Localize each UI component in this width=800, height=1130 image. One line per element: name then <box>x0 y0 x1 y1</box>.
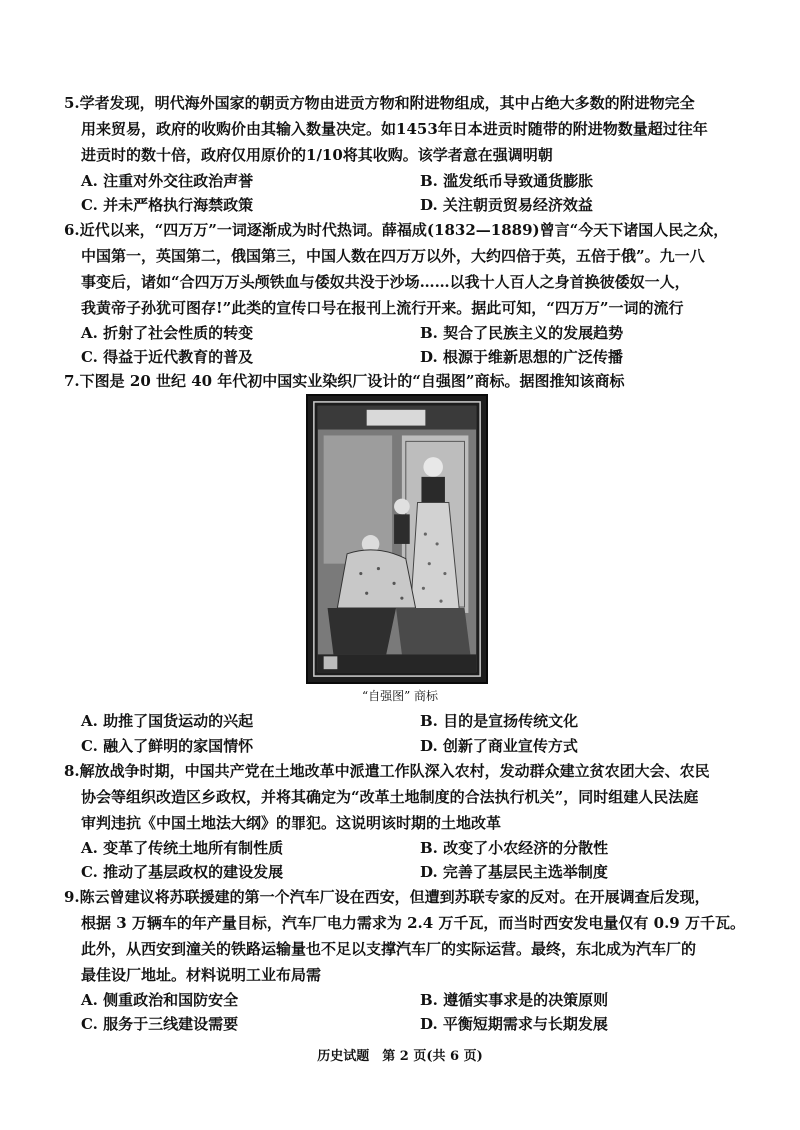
q9-option-d[interactable]: D. 平衡短期需求与长期发展 <box>420 1015 608 1033</box>
q5-stem-line-2: 用来贸易，政府的收购价由其输入数量决定。如1453年日本进贡时随带的附进物数量超过往年 <box>81 120 708 138</box>
q9-stem-line-3: 此外，从西安到潼关的铁路运输量也不足以支撑汽车厂的实际运营。最终，东北成为汽车厂的 <box>81 940 697 958</box>
q5-stem-line-1: 5.学者发现，明代海外国家的朝贡方物由进贡方物和附进物组成，其中占绝大多数的附进物完全 <box>64 94 695 112</box>
page-footer: 历史试题 第 2 页(共 6 页) <box>317 1049 483 1064</box>
q8-option-d[interactable]: D. 完善了基层民主选举制度 <box>420 863 608 881</box>
q6-stem-line-4: 我黄帝子孙犹可图存!”此类的宣传口号在报刊上流行开来。据此可知，“四万万”一词的流行 <box>81 299 684 317</box>
q5-option-b[interactable]: B. 滥发纸币导致通货膨胀 <box>420 172 594 190</box>
q9-option-a[interactable]: A. 侧重政治和国防安全 <box>81 991 239 1009</box>
q6-stem-line-1: 6.近代以来，“四万万”一词逐渐成为时代热词。薛福成(1832—1889)曾言“今天下诸国人民之众， <box>64 221 729 239</box>
q9-option-c[interactable]: C. 服务于三线建设需要 <box>81 1015 239 1033</box>
figure-caption: “自强图” 商标 <box>361 689 439 703</box>
q6-stem-line-2: 中国第一，英国第二，俄国第三，中国人数在四万万以外，大约四倍于英，五倍于俄”。九一八 <box>81 247 705 265</box>
q8-stem-line-2: 协会等组织改造区乡政权，并将其确定为“改革土地制度的合法执行机关”，同时组建人民法庭 <box>81 788 699 806</box>
q6-option-a[interactable]: A. 折射了社会性质的转变 <box>81 324 254 342</box>
trademark-illustration <box>308 396 486 682</box>
q6-option-b[interactable]: B. 契合了民族主义的发展趋势 <box>420 324 624 342</box>
q5-stem-line-3: 进贡时的数十倍，政府仅用原价的1/10将其收购。该学者意在强调明朝 <box>81 146 553 164</box>
trademark-image <box>306 394 488 684</box>
q7-option-b[interactable]: B. 目的是宣扬传统文化 <box>420 712 579 730</box>
q5-option-c[interactable]: C. 并未严格执行海禁政策 <box>81 196 254 214</box>
q7-option-d[interactable]: D. 创新了商业宣传方式 <box>420 737 578 755</box>
q8-stem-line-1: 8.解放战争时期，中国共产党在土地改革中派遣工作队深入农村，发动群众建立贫农团大会、农民 <box>64 762 710 780</box>
q9-stem-line-1: 9.陈云曾建议将苏联援建的第一个汽车厂设在西安，但遭到苏联专家的反对。在开展调查后发现， <box>64 888 710 906</box>
q6-option-d[interactable]: D. 根源于维新思想的广泛传播 <box>420 348 623 366</box>
q5-option-a[interactable]: A. 注重对外交往政治声誉 <box>81 172 254 190</box>
q7-stem-line-1: 7.下图是 20 世纪 40 年代初中国实业染织厂设计的“自强图”商标。据图推知该商标 <box>64 372 625 390</box>
q8-option-c[interactable]: C. 推动了基层政权的建设发展 <box>81 863 284 881</box>
q8-option-b[interactable]: B. 改变了小农经济的分散性 <box>420 839 609 857</box>
q7-option-a[interactable]: A. 助推了国货运动的兴起 <box>81 712 254 730</box>
q6-option-c[interactable]: C. 得益于近代教育的普及 <box>81 348 254 366</box>
q5-option-d[interactable]: D. 关注朝贡贸易经济效益 <box>420 196 593 214</box>
q9-stem-line-4: 最佳设厂地址。材料说明工业布局需 <box>81 966 322 984</box>
q7-option-c[interactable]: C. 融入了鲜明的家国情怀 <box>81 737 254 755</box>
q8-option-a[interactable]: A. 变革了传统土地所有制性质 <box>81 839 284 857</box>
q6-stem-line-3: 事变后，诸如“合四万万头颅铁血与倭奴共没于沙场……以我十人百人之身首换彼倭奴一人， <box>81 273 690 291</box>
q8-stem-line-3: 审判违抗《中国土地法大纲》的罪犯。这说明该时期的土地改革 <box>81 814 502 832</box>
q9-stem-line-2: 根据 3 万辆车的年产量目标，汽车厂电力需求为 2.4 万千瓦，而当时西安发电量仅有 0.9 万千瓦。 <box>81 914 745 932</box>
q9-option-b[interactable]: B. 遵循实事求是的决策原则 <box>420 991 609 1009</box>
